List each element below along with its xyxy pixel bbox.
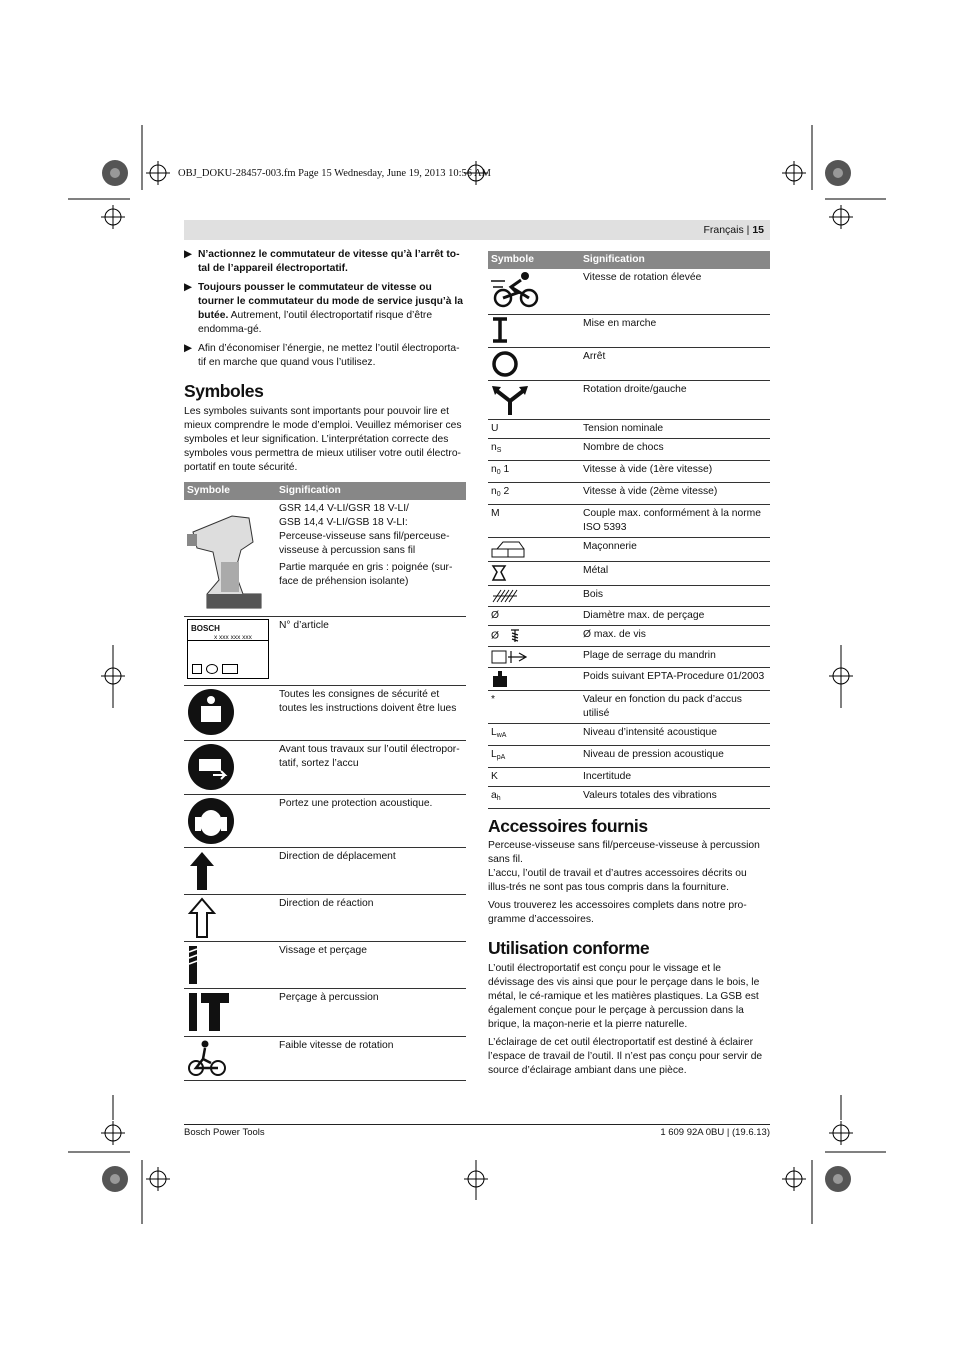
- row-meaning: Toutes les consignes de sécurité et toutes les instructions doivent être lues: [276, 685, 466, 740]
- row-meaning: Diamètre max. de perçage: [580, 606, 770, 625]
- table-row: [488, 646, 770, 667]
- table-row: [488, 482, 770, 504]
- chuck-icon: [491, 649, 527, 665]
- table-row: [488, 606, 770, 625]
- row-meaning: Niveau d’intensité acoustique: [580, 723, 770, 745]
- table-row: [184, 500, 466, 616]
- table-row: [184, 988, 466, 1036]
- row-symbol: K: [488, 767, 580, 786]
- row-meaning: Maçonnerie: [580, 537, 770, 561]
- nameplate-code: x xxx xxx xxx: [214, 633, 252, 641]
- page-header: [690, 224, 764, 236]
- table-row: [184, 740, 466, 794]
- row-symbol: $L_{pA}$: [488, 745, 580, 767]
- row-meaning: Direction de réaction: [276, 894, 466, 941]
- footer-left: Bosch Power Tools: [184, 1127, 265, 1138]
- table-row: [488, 745, 770, 767]
- bullet-bold: Toujours pousser le commutateur de vitesse ou tourner le commutateur du mode de service jusqu’à la butée.: [198, 282, 463, 321]
- row-meaning: Avant tous travaux sur l’outil électropor-tatif, sortez l’accu: [276, 740, 466, 794]
- row-meaning: Valeur en fonction du pack d’accus utilisé: [580, 690, 770, 723]
- row-meaning: Incertitude: [580, 767, 770, 786]
- bullet-bold: N’actionnez le commutateur de vitesse qu’à l’arrêt to-tal de l’appareil électroportatif.: [198, 249, 460, 274]
- bullet-text: Afin d’économiser l’énergie, ne mettez l’outil électroporta-tif en marche que quand vous l’utilisez.: [198, 343, 460, 368]
- list-item: ▶ N’actionnez le commutateur de vitesse qu’à l’arrêt to-tal de l’appareil électroportatif.: [184, 249, 460, 274]
- row-symbol: *: [488, 690, 580, 723]
- row-meaning: Vitesse à vide (2ème vitesse): [580, 482, 770, 504]
- table-row: [488, 380, 770, 419]
- header-separator: |: [746, 224, 750, 236]
- print-header: OBJ_DOKU-28457-003.fm Page 15 Wednesday, June 19, 2013 10:56 AM: [178, 168, 491, 179]
- table-row: [488, 561, 770, 585]
- symboles-intro: Les symboles suivants sont importants pour pouvoir lire et mieux comprendre le mode d’emploi. Veuillez mémoriser ces symboles et leur signification. L’interprétation correcte des symboles vous permettra de mieux utiliser votre outil électro-portatif en toute sécurité.: [184, 406, 462, 473]
- table-row: [184, 894, 466, 941]
- row-meaning: Ø max. de vis: [580, 625, 770, 646]
- row-symbol: $a_h$: [488, 786, 580, 808]
- row-meaning: Nombre de chocs: [580, 438, 770, 460]
- row-meaning: Bois: [580, 585, 770, 606]
- table-row: [184, 685, 466, 740]
- row-meaning: Niveau de pression acoustique: [580, 745, 770, 767]
- utilisation-p1: L’outil électroportatif est conçu pour le vissage et le dévissage des vis ainsi que pour le perçage dans le bois, le métal, le cé-ramique et les matières plastiques. La GSB est également conçue pour le perçage à percussion dans la brique, la maçon-nerie et la pierre naturelle.: [488, 962, 760, 1030]
- remove-battery-icon: [187, 743, 235, 791]
- col-meaning: Signification: [580, 251, 770, 269]
- power-on-icon: [491, 317, 509, 343]
- row-meaning: Poids suivant EPTA-Procedure 01/2003: [580, 667, 770, 690]
- table-row: [184, 847, 466, 894]
- table-row: [488, 690, 770, 723]
- table-row: [488, 419, 770, 438]
- row-meaning: GSB 14,4 V-LI/GSB 18 V-LI:: [279, 517, 408, 528]
- list-item: ▶ Toujours pousser le commutateur de vitesse ou tourner le commutateur du mode de service jusqu’à la butée. Autrement, l’outil électroportatif risque d’être endomma-gé.: [184, 282, 463, 335]
- table-row: [488, 585, 770, 606]
- read-manual-icon: [187, 688, 235, 736]
- weight-icon: [491, 670, 509, 688]
- symbol-table-right: [488, 251, 770, 809]
- metal-icon: [491, 564, 507, 582]
- row-symbol: M: [488, 504, 580, 537]
- rotation-direction-icon: [491, 383, 529, 417]
- footer-rule: [184, 1124, 770, 1125]
- row-meaning: Couple max. conformément à la norme ISO 5393: [580, 504, 770, 537]
- table-row: [488, 667, 770, 690]
- table-row: [488, 537, 770, 561]
- row-meaning: Valeurs totales des vibrations: [580, 786, 770, 808]
- row-meaning: Tension nominale: [580, 419, 770, 438]
- row-symbol: $n_0$ 1: [488, 460, 580, 482]
- accessoires-p2: L’accu, l’outil de travail et d’autres accessoires décrits ou illus-trés ne sont pas tous compris dans la fourniture.: [488, 867, 747, 893]
- bullet-text: Autrement, l’outil électroportatif risque d’être endomma-gé.: [198, 310, 433, 335]
- table-row: [488, 269, 770, 314]
- row-meaning: Perçage à percussion: [276, 988, 466, 1036]
- table-row: [184, 794, 466, 847]
- table-row: [488, 314, 770, 347]
- table-row: [488, 460, 770, 482]
- symbol-table-left: [184, 482, 466, 1081]
- row-symbol: U: [488, 419, 580, 438]
- table-row: [488, 504, 770, 537]
- fast-bike-icon: [491, 271, 541, 309]
- row-meaning: Portez une protection acoustique.: [276, 794, 466, 847]
- row-symbol: Ø: [491, 630, 500, 642]
- row-symbol: $n_0$ 2: [488, 482, 580, 504]
- table-row: [488, 723, 770, 745]
- row-meaning: Faible vitesse de rotation: [276, 1036, 466, 1080]
- row-meaning: Métal: [580, 561, 770, 585]
- table-row: [488, 786, 770, 808]
- table-row: [184, 616, 466, 685]
- arrow-outline-icon: [187, 897, 217, 939]
- row-symbol: $L_{wA}$: [488, 723, 580, 745]
- row-meaning: Vissage et perçage: [276, 941, 466, 988]
- section-title-utilisation: Utilisation conforme: [488, 937, 650, 958]
- hammer-drill-icon: [187, 991, 231, 1033]
- table-row: [488, 438, 770, 460]
- wood-icon: [491, 588, 519, 604]
- ear-protection-icon: [187, 797, 235, 845]
- table-row: [488, 625, 770, 646]
- section-title-accessoires: Accessoires fournis: [488, 815, 648, 836]
- section-title-symboles: Symboles: [184, 381, 264, 401]
- screw-icon: [509, 628, 521, 644]
- row-meaning: Vitesse à vide (1ère vitesse): [580, 460, 770, 482]
- list-item: ▶ Afin d’économiser l’énergie, ne mettez l’outil électroporta-tif en marche que quand vous l’utilisez.: [184, 343, 460, 368]
- col-meaning: Signification: [276, 482, 466, 500]
- slow-bike-icon: [187, 1039, 227, 1077]
- row-meaning: Mise en marche: [580, 314, 770, 347]
- left-column: [184, 248, 466, 1081]
- table-row: [184, 1036, 466, 1080]
- accessoires-p1: Perceuse-visseuse sans fil/perceuse-visseuse à percussion sans fil.: [488, 839, 760, 865]
- row-meaning-extra: Partie marquée en gris : poignée (sur-face de préhension isolante): [279, 562, 453, 587]
- row-meaning: Arrêt: [580, 347, 770, 380]
- arrow-filled-icon: [187, 850, 217, 892]
- header-band: [184, 220, 770, 240]
- power-off-icon: [491, 350, 519, 378]
- row-meaning: GSR 14,4 V-LI/GSR 18 V-LI/: [279, 503, 409, 514]
- row-meaning: Direction de déplacement: [276, 847, 466, 894]
- col-symbol: Symbole: [488, 251, 580, 269]
- row-symbol: Ø: [488, 606, 580, 625]
- nameplate-brand: BOSCH: [191, 623, 220, 633]
- row-meaning: N° d’article: [276, 616, 466, 685]
- row-meaning: Rotation droite/gauche: [580, 380, 770, 419]
- row-meaning: Perceuse-visseuse sans fil/perceuse-visseuse à percussion sans fil: [279, 531, 450, 556]
- row-symbol: $n_S$: [488, 438, 580, 460]
- accessoires-p3: Vous trouverez les accessoires complets dans notre pro-gramme d’accessoires.: [488, 899, 747, 925]
- table-row: [488, 347, 770, 380]
- masonry-icon: [491, 540, 525, 558]
- row-meaning: Plage de serrage du mandrin: [580, 646, 770, 667]
- table-row: [488, 767, 770, 786]
- table-row: [184, 941, 466, 988]
- page-number: 15: [752, 224, 764, 236]
- nameplate-icon: [187, 619, 269, 679]
- row-meaning: Vitesse de rotation élevée: [580, 269, 770, 314]
- footer-right: 1 609 92A 0BU | (19.6.13): [660, 1127, 770, 1138]
- drill-bit-icon: [187, 944, 201, 986]
- right-column: [488, 251, 770, 1082]
- header-language: Français: [703, 224, 744, 236]
- utilisation-p2: L’éclairage de cet outil électroportatif est destiné à éclairer l’espace de travail de l’outil. Il n’est pas conçu pour servir de source d’éclairage ambiant dans une pièce.: [488, 1036, 763, 1076]
- col-symbol: Symbole: [184, 482, 276, 500]
- drill-icon: [187, 502, 267, 610]
